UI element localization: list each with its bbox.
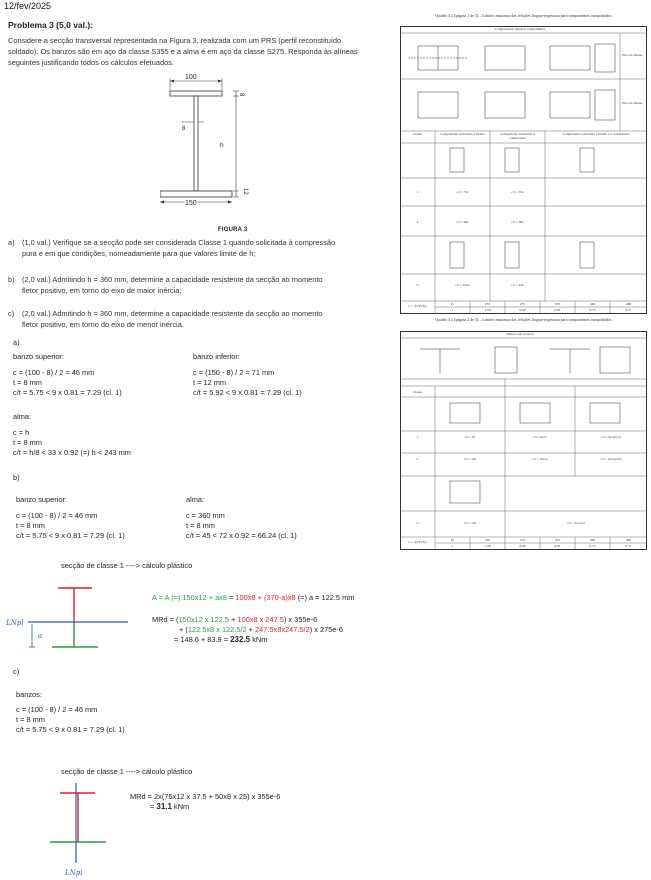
- answer-a-web-3: c/t = h/8 < 33 x 0.92 (=) h < 243 mm: [13, 448, 131, 457]
- answer-b-mrd-line1: MRd = (150x12 x 122.5 + 100x8 x 247.5) x 355e-6: [152, 615, 318, 624]
- t2-eps-3: 0.81: [554, 544, 561, 548]
- answer-b-top-flange-2: t = 8 mm: [16, 521, 45, 530]
- answer-c-flanges-3: c/t = 5.75 < 9 x 0.81 = 7.29 (cl. 1): [16, 725, 125, 734]
- answer-b-web-1: c = 360 mm: [186, 511, 225, 520]
- t1-eps-5: 0.71: [625, 308, 632, 312]
- t2-fy-0: fy: [451, 538, 454, 542]
- answer-c-flanges-title: banzos:: [16, 690, 42, 699]
- t1-r1-b: c/t ≤ 33ε: [511, 190, 524, 194]
- t2-r2-c: c/t ≤ 10ε/(α√α): [600, 457, 622, 461]
- answer-a-web-title: alma:: [13, 412, 32, 421]
- answer-c-mrd-line1: MRd = 2x(75x12 x 37.5 + 50x8 x 25) x 355e-6: [130, 792, 281, 801]
- dim-bottom-width: 150: [185, 200, 197, 207]
- answer-c-sketch: [40, 783, 130, 878]
- answer-a-top-flange-3: c/t = 5.75 < 9 x 0.81 = 7.29 (cl. 1): [13, 388, 122, 397]
- dim-top-width: 100: [185, 74, 197, 81]
- answer-c-flanges-1: c = (100 - 8) / 2 = 46 mm: [16, 705, 98, 714]
- t1-fy-0: fy: [451, 302, 454, 306]
- figure-3-section: [160, 70, 260, 225]
- dim-top-flange: 8: [238, 93, 244, 97]
- t1-r2-class: 2: [416, 220, 419, 224]
- t1-r1-a: c/t ≤ 72ε: [456, 190, 469, 194]
- t2-r2-class: 2: [416, 457, 419, 461]
- answer-b-top-flange-1: c = (100 - 8) / 2 = 46 mm: [16, 511, 98, 520]
- answer-b-top-flange-title: banzo superior:: [16, 495, 67, 504]
- t2-fy-4: 420: [589, 538, 596, 542]
- answer-a-bottom-flange-title: banzo inferior:: [193, 352, 240, 361]
- figure-label: FIGURA 3: [218, 227, 248, 233]
- page-date: 12/fev/2025: [4, 1, 52, 11]
- problem-title: Problema 3 (5,0 val.):: [8, 20, 94, 30]
- t2-r1-a: c/t ≤ 9ε: [464, 435, 476, 439]
- answer-b-sketch: [0, 578, 150, 658]
- t1-eps-4: 0.75: [589, 308, 596, 312]
- answer-b-plastic: secção de classe 1 ----> cálculo plástico: [61, 561, 193, 570]
- statement-line-2: soldado). Os banzos são em aço da classe S355 e a alma é em aço da classe S275. Responda às alíneas: [8, 47, 358, 56]
- question-a: a) (1,0 val.) Verifique se a secção pode ser considerada Classe 1 quando solicitada à compressão pura e em que condições, nomeadamente para que valores limite de h;: [8, 238, 336, 258]
- axis-label-2: Eixo de flexão: [622, 101, 643, 105]
- t2-eps-2: 0.92: [519, 544, 526, 548]
- answer-a-top-flange-1: c = (100 - 8) / 2 = 46 mm: [13, 368, 95, 377]
- t2-r1-b: c/t ≤ 9ε/α: [533, 435, 547, 439]
- t1-fy-1: 235: [484, 302, 491, 306]
- t1-r3-class: 3: [416, 283, 419, 287]
- answer-a-top-flange-2: t = 8 mm: [13, 378, 42, 387]
- t1-fy-5: 460: [625, 302, 632, 306]
- table-1-grid: [400, 26, 647, 314]
- t2-eps-5: 0.71: [625, 544, 632, 548]
- t2-r1-c: c/t ≤ 9ε/(α√α): [601, 435, 621, 439]
- t2-r3-class: 3: [416, 521, 419, 525]
- answer-b-web-title: alma:: [186, 495, 205, 504]
- t1-eps-2: 0.92: [519, 308, 526, 312]
- answer-a-web-1: c = h: [13, 428, 30, 437]
- answer-a-top-flange-title: banzo superior:: [13, 352, 64, 361]
- answer-a-web-2: t = 8 mm: [13, 438, 42, 447]
- statement-line-3: seguintes justificando todos os cálculos efetuados.: [8, 58, 174, 67]
- table-2-grid: [400, 331, 647, 550]
- dim-bottom-flange: 12: [242, 188, 248, 195]
- answer-b-web-2: t = 8 mm: [186, 521, 215, 530]
- reference-tables: [400, 13, 648, 550]
- t2-eps-0: ε: [451, 544, 454, 548]
- t1-r3-a: c/t ≤ 124ε: [455, 283, 470, 287]
- answer-b-label: b): [13, 473, 20, 482]
- answer-a-bottom-flange-1: c = (150 - 8) / 2 = 71 mm: [193, 368, 275, 377]
- axis-label-1: Eixo de flexão: [622, 53, 643, 57]
- t1-r2-b: c/t ≤ 38ε: [511, 220, 524, 224]
- answer-a-bottom-flange-3: c/t = 5.92 < 9 x 0.81 = 7.29 (cl. 1): [193, 388, 302, 397]
- t1-fy-3: 355: [554, 302, 561, 306]
- answer-c-mrd-result: = 31.1 kNm: [150, 802, 190, 811]
- t2-fy-5: 460: [625, 538, 632, 542]
- t2-fy-2: 275: [519, 538, 526, 542]
- table1-col-class: Classe: [412, 132, 423, 136]
- t1-eps-def: ε = √(235/fy): [408, 304, 427, 308]
- question-c: c) (2,0 val.) Admitindo h = 360 mm, determine a capacidade resistente da secção ao momento fletor positivo, em torno do eixo de menor inércia.: [8, 309, 323, 329]
- answer-a-label: a): [13, 338, 20, 347]
- t2-eps-1: 1.00: [484, 544, 491, 548]
- answer-b-eq-area: A = A (=) 150x12 + ax8 = 100x8 + (370-a)x8 (=) a = 122.5 mm: [152, 593, 355, 602]
- dim-height: h: [220, 142, 224, 149]
- t2-eps-4: 0.75: [589, 544, 596, 548]
- t1-fy-4: 420: [589, 302, 596, 306]
- table1-caption: Quadro 5.2 (página 1 de 3) – Limites máximos das relações largura-espessura para componentes comprimidos: [435, 13, 612, 18]
- question-b: b) (2,0 val.) Admitindo h = 360 mm, determine a capacidade resistente da secção ao momento fletor positivo, em torno do eixo de maior inércia;: [8, 275, 323, 295]
- answer-b-top-flange-3: c/t = 5.75 < 9 x 0.81 = 7.29 (cl. 1): [16, 531, 125, 540]
- neutral-axis-label: LNpl: [6, 619, 24, 627]
- answer-b-mrd-line2: + (122.5x8 x 122.5/2 + 247.5x8x247.5/2) x 275e-6: [179, 625, 343, 634]
- table2-header: Banzos em consola: [506, 332, 534, 336]
- dim-web: 8: [182, 126, 186, 132]
- t1-eps-1: 1.00: [484, 308, 491, 312]
- t2-r3-b: c/t ≤ 21ε√kσ: [567, 521, 585, 525]
- table1-col-bending: Componente solicitado à flexão: [440, 132, 485, 136]
- t1-r2-a: c/t ≤ 83ε: [456, 220, 469, 224]
- table1-col-combined: Componente solicitado à flexão e à compressão: [562, 132, 630, 136]
- t2-r2-b: c/t ≤ 10ε/α: [532, 457, 548, 461]
- answer-c-plastic: secção de classe 1 ----> cálculo plástico: [61, 767, 193, 776]
- t2-r2-a: c/t ≤ 10ε: [463, 457, 477, 461]
- t1-r1-class: 1: [416, 190, 419, 194]
- t1-r3-b: c/t ≤ 42ε: [511, 283, 524, 287]
- t2-r1-class: 1: [416, 435, 419, 439]
- table1-header: Componentes internos comprimidos: [494, 27, 546, 31]
- statement-line-1: Considere a secção transversal representada na Figura 3, realizada com um PRS (perfil reconstituído: [8, 36, 342, 45]
- table2-caption: Quadro 5.2 (página 2 de 3) – Limites máximos das relações largura-espessura para componentes comprimidos: [435, 317, 612, 322]
- t1-eps-0: ε: [451, 308, 454, 312]
- t2-fy-3: 355: [554, 538, 561, 542]
- answer-c-label: c): [13, 667, 20, 676]
- t2-eps-def: ε = √(235/fy): [408, 540, 427, 544]
- answer-a-bottom-flange-2: t = 12 mm: [193, 378, 227, 387]
- neutral-axis-label-c: LNpl: [65, 869, 83, 877]
- t2-fy-1: 235: [484, 538, 491, 542]
- t1-eps-3: 0.81: [554, 308, 561, 312]
- t2-r3-a: c/t ≤ 14ε: [463, 521, 477, 525]
- table2-col-class: Classe: [412, 390, 423, 394]
- answer-c-flanges-2: t = 8 mm: [16, 715, 45, 724]
- answer-b-mrd-result: = 148.6 + 83.9 = 232.5 kNm: [174, 635, 268, 644]
- answer-b-web-3: c/t = 45 < 72 x 0.92 = 66.24 (cl. 1): [186, 531, 297, 540]
- t1-fy-2: 275: [519, 302, 526, 306]
- distance-a-label: a: [38, 632, 43, 640]
- table1-col-compression: Componente solicitado à compressão: [500, 132, 535, 141]
